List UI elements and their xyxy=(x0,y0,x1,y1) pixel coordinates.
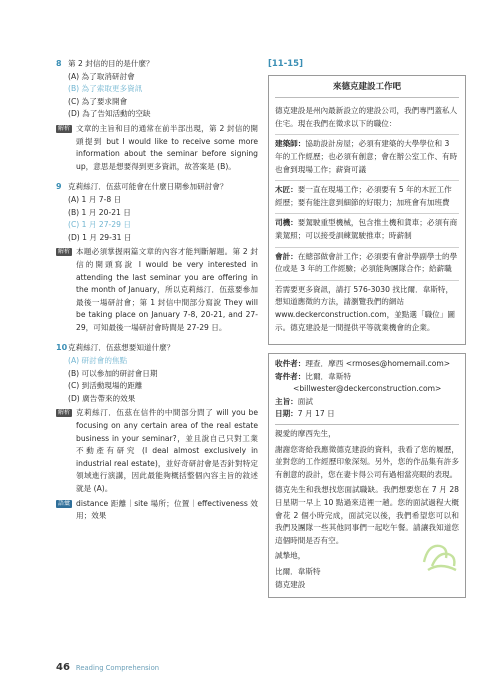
paragraph-1: 謝謝您寄給我應徵德克建設的資料，我看了您的履歷，並對您的工作經歷印象深刻。另外，您的作品集有許多有創意的設計，您在妻卡得公司有過相當亮眼的表現。 xyxy=(275,444,459,479)
question-number: 8 xyxy=(56,59,62,68)
role-accountant xyxy=(275,248,459,281)
email-header xyxy=(275,358,459,425)
question-10 xyxy=(56,342,258,522)
role-desc: 要一直在現場工作；必須要有 5 年的木匠工作經歷；要有能注意到細節的好眼力；加班會有加班費 xyxy=(275,185,452,207)
page-footer xyxy=(56,662,159,673)
role-architect xyxy=(275,135,459,181)
option-c: (C) 到活動現場的距離 xyxy=(68,381,143,391)
page-number: 46 xyxy=(56,662,70,673)
options-list xyxy=(68,194,258,244)
from-label: 寄件者： xyxy=(275,371,306,381)
role-name: 木匠： xyxy=(275,185,298,195)
ad-contact: 若需要更多資訊，請打 576-3030 找比爾．韋斯特，想知道應徵的方法，請瀏覽我們的網站 www.deckerconstruction.com，並點選「職位」圖示。德克建設是一間提供平等就業機會的企業。 xyxy=(275,284,455,332)
to-label: 收件者： xyxy=(275,359,306,369)
explanation xyxy=(56,407,258,495)
subject-label: 主旨： xyxy=(275,396,298,406)
question-number: 9 xyxy=(56,182,62,192)
explanation-tag: 解析 xyxy=(58,248,71,256)
explanation xyxy=(56,123,258,173)
paragraph-2: 德克先生和我想找您面試職缺。我們想要您在 7 月 28 日星期一早上 10 點過來這裡一趟。您的面試過程大概會花 2 個小時完成，面試完以後，我們希望您可以和我們及團隊一些其他同事們一起吃午餐。請讓我知道您這個時間是否有空。 xyxy=(275,485,459,545)
role-carpenter xyxy=(275,181,459,214)
role-name: 司機： xyxy=(275,218,298,228)
role-name: 會計： xyxy=(275,251,298,261)
closing: 誠摯地， xyxy=(275,551,306,561)
ad-title: 來德克建設工作吧 xyxy=(275,76,459,99)
question-number: 10 xyxy=(56,343,68,353)
explanation-tag: 解析 xyxy=(58,124,71,132)
explanation-text: 本題必須掌握兩篇文章的內容才能判斷解題。第 2 封信的開頭寫說 I would be very interested in attending the last seminar you are offering in the month of January，所以克莉絲汀．伍茲要參加最後一場研討會；第 1 封信中間部分寫說 They will be taking place on January 7-8, 20-21, and 27-29，可知最後一場研討會時間是 27-29 日。 xyxy=(76,247,258,332)
question-text: 克莉絲汀．伍茲可能會在什麼日期參加研討會？ xyxy=(68,182,228,192)
answer-explanations-column xyxy=(56,58,258,531)
vocabulary-tag: 語彙 xyxy=(58,499,71,507)
explanation xyxy=(56,246,258,334)
reading-passage-column xyxy=(268,58,466,598)
job-advertisement xyxy=(268,75,466,346)
explanation-text: 文章的主旨和目的通常在前半部出現，第 2 封信的開頭提到 but I would like to receive some more information about the seminar before signing up，意思是想要得到更多資訊，故答案是 (B)。 xyxy=(76,123,258,171)
option-b: (B) 1 月 20-21 日 xyxy=(68,207,131,217)
role-driver xyxy=(275,214,459,247)
option-d: (D) 為了告知活動的空缺 xyxy=(68,109,151,119)
explanation-text: 克莉絲汀．伍茲在信件的中間部分問了 will you be focusing on any certain area of the real estate business in your seminar?，並且說自己只對工業不動產有研究 (I deal almost exclusively in industrial real estate)，並好奇研討會是否針對特定領域進行演講，因此最能夠概括整個內容主旨的敘述就是 (A)。 xyxy=(76,408,258,493)
ad-intro: 德克建設是州內最新設立的建設公司，我們專門蓋私人住宅。現在我們在徵求以下的職位： xyxy=(275,102,459,135)
option-b: (B) 可以參加的研討會日期 xyxy=(68,368,158,378)
question-range: [11-15] xyxy=(268,59,303,69)
options-list xyxy=(68,71,258,121)
from-email: <billwester@deckerconstruction.com> xyxy=(293,384,442,394)
signature-company: 德克建設 xyxy=(275,579,306,589)
subject-value: 面試 xyxy=(297,396,313,406)
option-c-correct: (C) 1 月 27-29 日 xyxy=(68,220,131,230)
vocabulary-text: distance 距離｜site 場所；位置｜effectiveness 效用；效果 xyxy=(76,498,258,521)
option-a-correct: (A) 研討會的焦點 xyxy=(68,356,128,366)
role-name: 建築師： xyxy=(275,139,306,149)
options-list xyxy=(68,355,258,405)
date-label: 日期： xyxy=(275,409,298,419)
watermark-logo-icon xyxy=(418,538,462,578)
option-b-correct: (B) 為了索取更多資訊 xyxy=(68,84,143,94)
option-d: (D) 1 月 29-31 日 xyxy=(68,232,132,242)
greeting: 親愛的摩西先生， xyxy=(275,429,336,439)
to-value: 理查．摩西 <rmoses@homemail.com> xyxy=(305,359,451,369)
role-desc: 協助設計房屋；必須有建築的大學學位和 3 年的工作經歷；也必須有創意；會在辦公室工作、有時也會到現場工作；薪資可議 xyxy=(275,139,458,174)
option-a: (A) 為了取消研討會 xyxy=(68,71,135,81)
option-c: (C) 為了要求開會 xyxy=(68,96,128,106)
question-9 xyxy=(56,181,258,334)
explanation-tag: 解析 xyxy=(58,409,71,417)
signature-name: 比爾．韋斯特 xyxy=(275,567,321,576)
from-value: 比爾．韋斯特 xyxy=(305,371,351,381)
question-text: 第 2 封信的目的是什麼？ xyxy=(68,59,154,68)
option-a: (A) 1 月 7-8 日 xyxy=(68,194,122,204)
role-desc: 要駕駛重型機械，包含推土機和貨車；必須有商業駕照；可以接受訓練駕駛推車；時薪制 xyxy=(275,218,458,240)
section-title: Reading Comprehension xyxy=(75,664,160,672)
question-text: 克莉絲汀．伍茲想要知道什麼？ xyxy=(68,343,175,353)
role-desc: 在總部做會計工作；必須要有會計學副學士的學位或是 3 年的工作經驗；必須能夠團隊合作；給薪職 xyxy=(275,251,458,274)
vocabulary xyxy=(56,498,258,523)
date-value: 7 月 17 日 xyxy=(297,409,335,419)
option-d: (D) 廣告帶來的效果 xyxy=(68,393,136,403)
question-8 xyxy=(56,58,258,173)
